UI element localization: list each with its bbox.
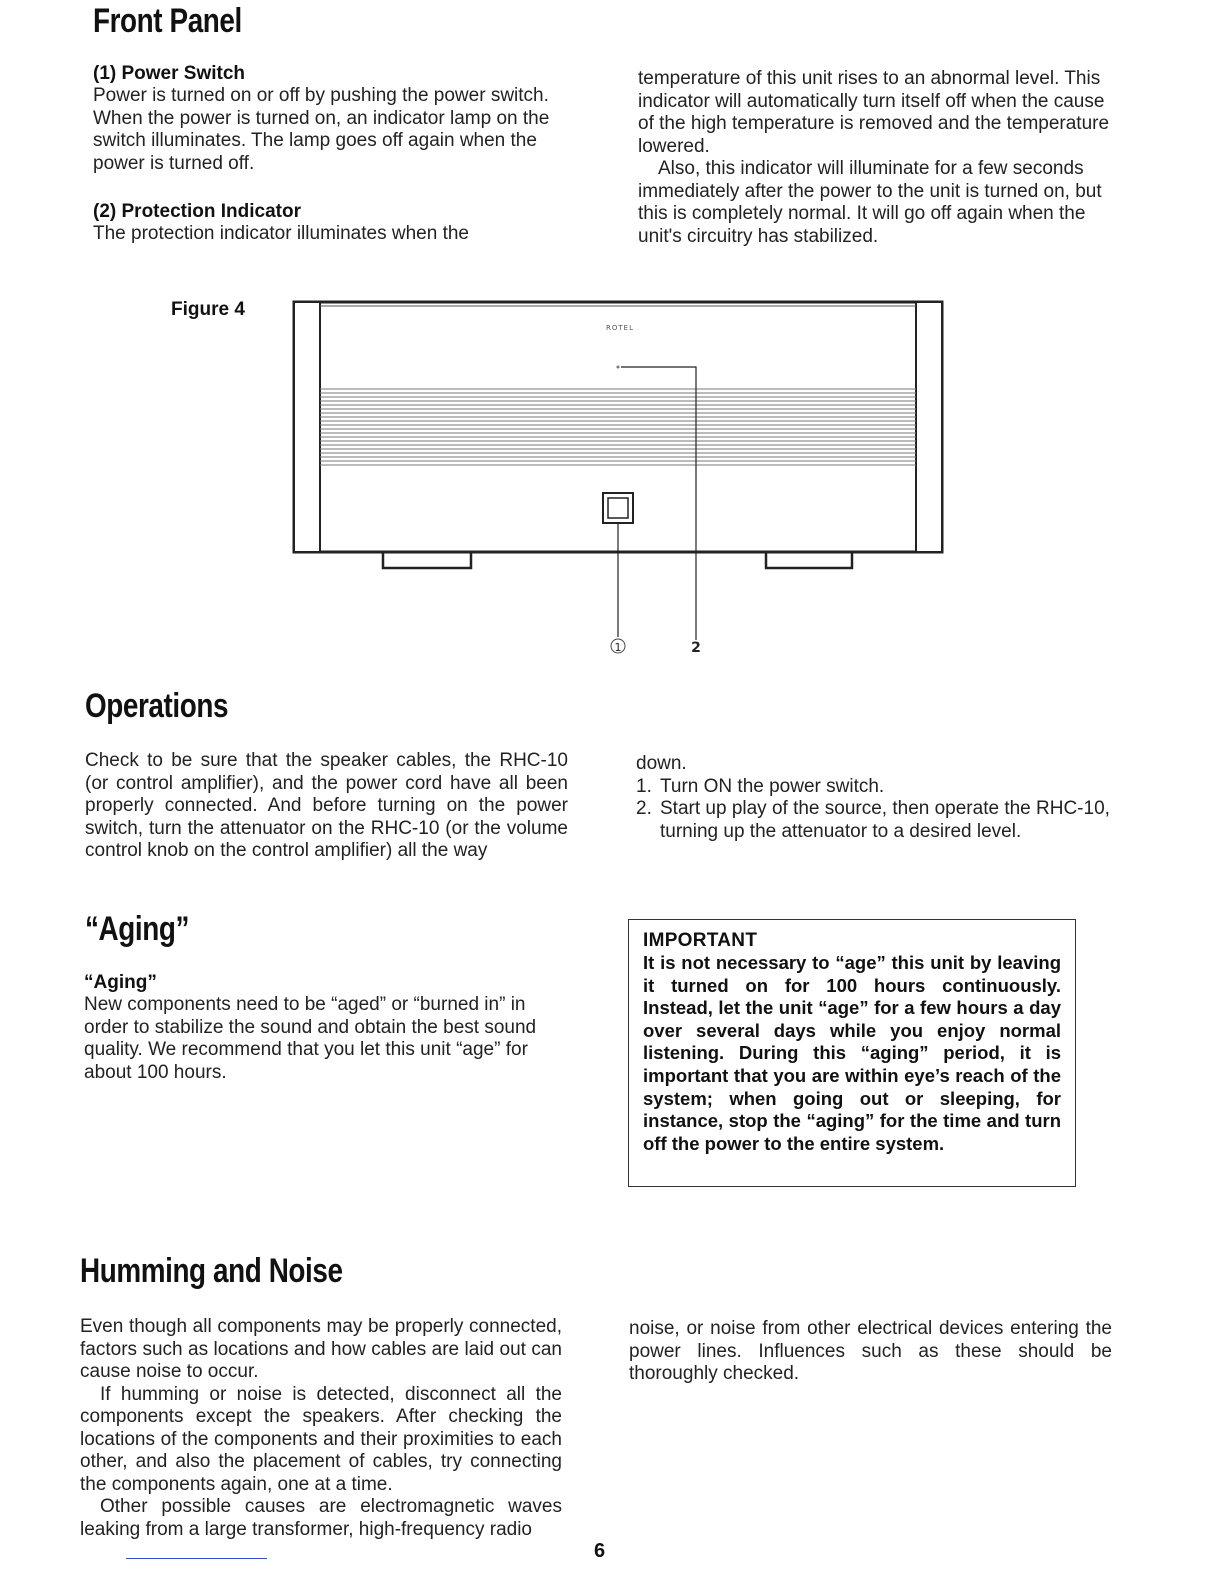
protection-indicator-title: (2) Protection Indicator	[93, 201, 301, 222]
operations-text-part2	[636, 753, 1121, 843]
operations-step: 1. Turn ON the power switch.	[636, 775, 885, 797]
protection-indicator-text2: Also, this indicator will illuminate for a few seconds immediately after the power to the unit is turned on, but this is completely normal. It will go off again when the unit's circuitry has stabilized.	[638, 158, 1102, 247]
page-number: 6	[594, 1540, 606, 1562]
operations-steps	[636, 776, 1121, 844]
operations-heading: Operations	[85, 687, 229, 725]
important-notice-box	[628, 919, 1076, 1187]
protection-indicator-text-start: The protection indicator illuminates when the	[93, 223, 469, 244]
callout-2: 2	[691, 640, 701, 656]
humming-p3-start: Other possible causes are electromagnetic waves leaking from a large transformer, high-frequency radio	[80, 1496, 562, 1540]
humming-p2: If humming or noise is detected, disconnect all the components except the speakers. After checking the locations of the components and their proximities to each other, and also the placement of cables, try connecting the components again, one at a time.	[80, 1383, 562, 1495]
aging-section	[84, 972, 566, 1084]
right-foot	[766, 552, 852, 568]
power-switch-title: (1) Power Switch	[93, 63, 246, 84]
right-handle	[916, 302, 942, 552]
protection-indicator-text-end: temperature of this unit rises to an abnormal level. This indicator will automatically turn itself off when the cause of the high temperature is removed and the temperature lowered.	[638, 68, 1110, 157]
left-handle	[294, 302, 320, 552]
footer-rule	[126, 1558, 267, 1559]
brand-logo: ROTEL	[606, 324, 634, 332]
amplifier-front-panel-diagram	[285, 292, 955, 672]
humming-p3-end: noise, or noise from other electrical devices entering the power lines. Influences such as these should be thoroughly checked.	[629, 1318, 1112, 1384]
operations-text-part1	[85, 750, 568, 863]
protection-indicator-continued	[638, 68, 1121, 248]
power-switch-text: Power is turned on or off by pushing the power switch. When the power is turned on, an indicator lamp on the switch illuminates. The lamp goes off again when the power is turned off.	[93, 85, 550, 174]
figure-label: Figure 4	[171, 299, 245, 320]
left-foot	[383, 552, 471, 568]
front-panel-heading: Front Panel	[93, 2, 242, 40]
humming-p1: Even though all components may be properly connected, factors such as locations and how cables are laid out can cause noise to occur.	[80, 1316, 562, 1382]
humming-text-part1	[80, 1316, 562, 1541]
protection-indicator-section-part1	[93, 201, 575, 251]
aging-subheading: “Aging”	[84, 972, 157, 993]
operations-text-start: Check to be sure that the speaker cables, the RHC-10 (or control amplifier), and the power cord have all been properly connected. And before turning on the power switch, turn the attenuator on the RHC-10 (or the volume control knob on the control amplifier) all the way	[85, 750, 568, 861]
important-text: It is not necessary to “age” this unit by leaving it turned on for 100 hours continuously. Instead, let the unit “age” for a few hours a day over several days while you enjoy normal listening. During this “aging” period, it is important that you are within eye’s reach of the system; when going out or sleeping, for instance, stop the “aging” for the time and turn off the power to the entire system.	[643, 952, 1061, 1154]
important-title: IMPORTANT	[643, 930, 758, 951]
operations-step: 2. Start up play of the source, then operate the RHC-10, turning up the attenuator to a desired level.	[636, 798, 1110, 842]
aging-text: New components need to be “aged” or “burned in” in order to stabilize the sound and obtain the best sound quality. We recommend that you let this unit “age” for about 100 hours.	[84, 994, 537, 1083]
operations-text-end: down.	[636, 753, 687, 774]
power-switch-section	[93, 63, 575, 175]
callout-1: 1	[614, 641, 622, 654]
protection-indicator-lamp	[617, 366, 620, 369]
aging-heading: “Aging”	[85, 910, 189, 948]
humming-heading: Humming and Noise	[80, 1252, 343, 1290]
